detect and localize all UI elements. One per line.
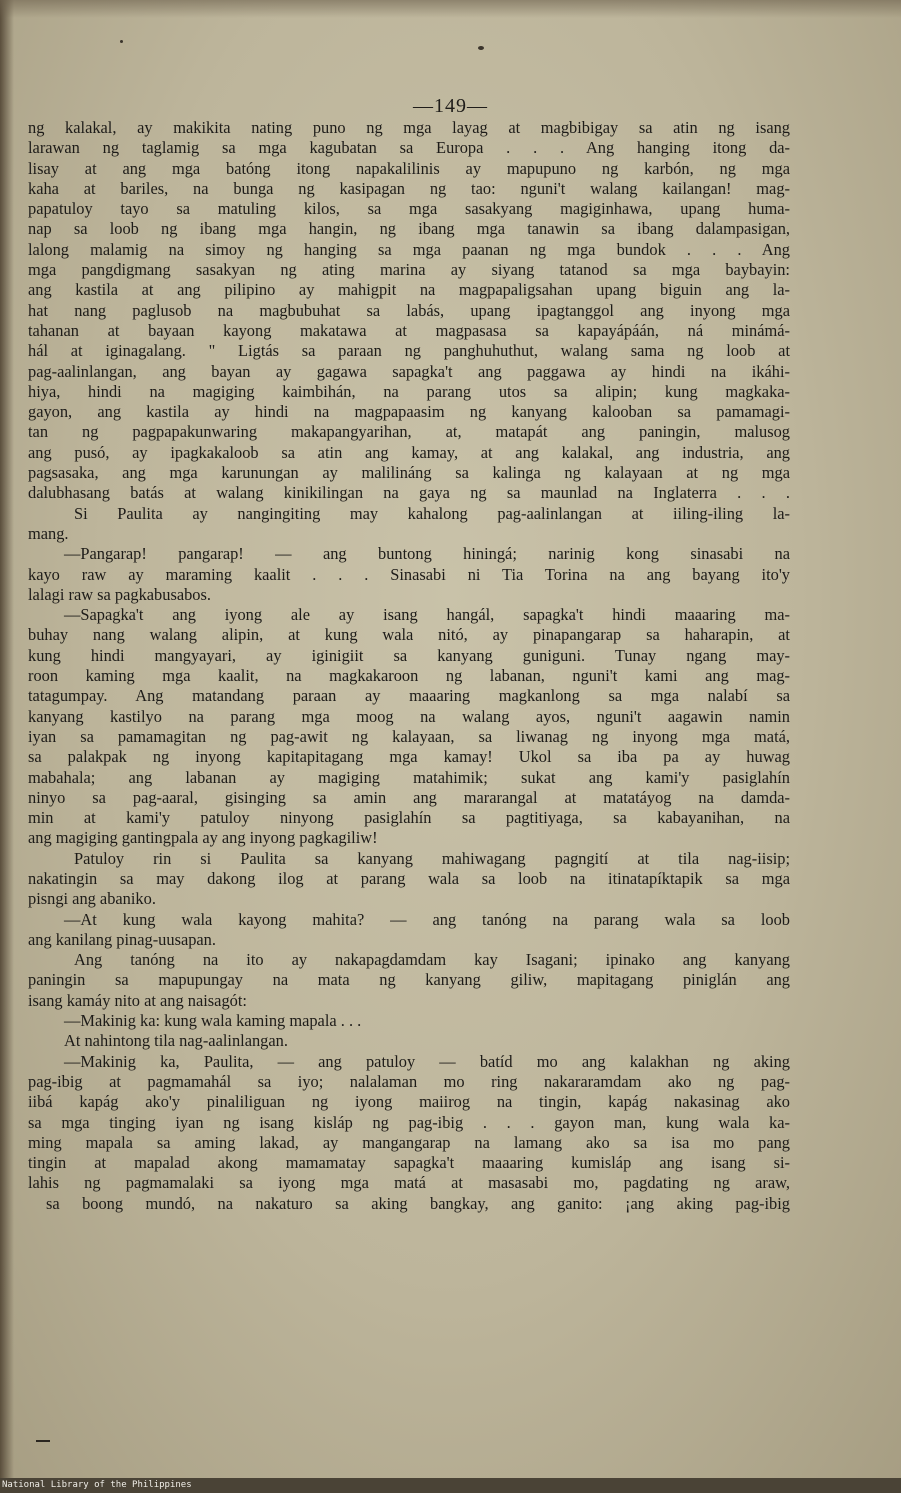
text-line: larawan ng taglamig sa mga kagubatan sa Europa . . . Ang hanging itong da- (28, 138, 790, 158)
text-line: isang kamáy nito at ang naisagót: (28, 990, 247, 1010)
text-line: Patuloy rin si Paulita sa kanyang mahiwagang pagngití at tila nag-iisip; (74, 848, 790, 868)
text-line: ang pusó, ay ipagkakaloob sa atin ang kamay, at ang kalakal, ang industria, ang (28, 442, 790, 462)
text-line: —Makinig ka: kung wala kaming mapala . . . (64, 1011, 362, 1031)
text-line: —Makinig ka, Paulita, — ang patuloy — batíd mo ang kalakhan ng aking (64, 1051, 790, 1071)
text-line: pagsasaka, ang mga karunungan ay malilináng sa kalinga ng kalayaan at ng mga (28, 463, 790, 483)
text-line: At nahintong tila nag-aalinlangan. (64, 1031, 288, 1051)
text-line: nakatingin sa may dakong ilog at parang wala sa loob na itinatapíktapik sa mga (28, 868, 790, 888)
text-line: lisay at ang mga batóng itong napakalilinis ay mapupuno ng karbón, ng mga (28, 158, 790, 178)
text-line: hál at iginagalang. " Ligtás sa paraan ng panghuhuthut, walang sama ng loob at (28, 341, 790, 361)
text-line: lahis ng pagmamalaki sa iyong mga matá at masasabi mo, pagdating ng araw, (28, 1173, 790, 1193)
body-text (28, 118, 798, 1214)
text-line: tan ng pagpapakunwaring makapangyarihan, at, matapát ang paningin, malusog (28, 422, 790, 442)
text-line: paningin sa mapupungay na mata ng kanyang giliw, mapitagang piniglán ang (28, 970, 790, 990)
page-shadow-top (0, 0, 901, 18)
text-line: —Sapagka't ang iyong ale ay isang hangál, sapagka't hindi maaaring ma- (64, 605, 790, 625)
stray-mark (36, 1440, 50, 1442)
text-line: tingin at mapalad akong mamamatay sapagka't maaaring kumisláp ang isang si- (28, 1153, 790, 1173)
text-line: iibá kapág ako'y pinaliliguan ng iyong maiirog na tingin, kapág nakasinag ako (28, 1092, 790, 1112)
text-line: nap sa loob ng ibang mga hangin, ng ibang mga tanawin sa ibang dalampasigan, (28, 219, 790, 239)
text-line: mabahala; ang labanan ay magiging matahimik; sukat ang kami'y pasiglahín (28, 767, 790, 787)
text-line: Ang tanóng na ito ay nakapagdamdam kay Isagani; ipinako ang kanyang (74, 950, 790, 970)
text-line: ming mapala sa aming lakad, ay mangangarap na lamang ako sa isa mo pang (28, 1132, 790, 1152)
text-line: lalong malamig na simoy ng hanging sa mga paanan ng mga bundok . . . Ang (28, 239, 790, 259)
text-line: kung hindi mangyayari, ay iginigiit sa kanyang guniguni. Tunay ngang may- (28, 645, 790, 665)
text-line: mga pangdigmang sasakyan ng ating marina ay siyang tatanod sa mga baybayin: (28, 260, 790, 280)
text-line: gayon, ang kastila ay hindi na magpapaasim ng kanyang kalooban sa pamamagi- (28, 402, 790, 422)
text-line: —At kung wala kayong mahita? — ang tanóng na parang wala sa loob (64, 909, 790, 929)
text-line: min at kami'y patuloy ninyong pasiglahín sa pagtitiyaga, sa kabayanihan, na (28, 808, 790, 828)
text-line: hiya, hindi na magiging kaimbihán, na parang utos sa alipin; kung magkaka- (28, 381, 790, 401)
text-line: buhay nang walang alipin, at kung wala nitó, ay pinapangarap sa haharapin, at (28, 625, 790, 645)
ink-speck (120, 40, 123, 43)
ink-speck (478, 46, 484, 50)
text-line: roon kaming mga kaalit, na magkakaroon ng labanan, nguni't kami ang mag- (28, 666, 790, 686)
text-line: tahanan at bayaan kayong makatawa at magpasasa sa kapayápáán, ná minámá- (28, 320, 790, 340)
text-line: —Pangarap! pangarap! — ang buntong hiningá; narinig kong sinasabi na (64, 544, 790, 564)
text-line: sa palakpak ng inyong kapitapitagang mga kamay! Ukol sa iba pa ay huwag (28, 747, 790, 767)
page-number: —149— (413, 95, 488, 117)
text-line: ang magiging gantingpala ay ang inyong pagkagiliw! (28, 828, 378, 848)
text-line: pag-ibig at pagmamahál sa iyo; nalalaman mo ring nakararamdam ako ng pag- (28, 1071, 790, 1091)
text-line: sa boong mundó, na nakaturo sa aking bangkay, ang ganito: ¡ang aking pag-ibig (46, 1193, 790, 1213)
text-line: ng kalakal, ay makikita nating puno ng mga layag at magbibigay sa atin ng isang (28, 118, 790, 137)
text-line: kanyang kastilyo na parang mga moog na walang ayos, nguni't aagawin namin (28, 706, 790, 726)
text-line: pisngi ang abaniko. (28, 889, 156, 909)
text-line: kaha at bariles, na bunga ng kasipagan ng tao: nguni't walang kailangan! mag- (28, 178, 790, 198)
text-line: pag-aalinlangan, ang bayan ay gagawa sapagka't ang paggawa ay hindi na ikáhi- (28, 361, 790, 381)
text-line: iyan sa pamamagitan ng pag-awit ng kalayaan, sa liwanag ng inyong mga matá, (28, 726, 790, 746)
text-line: sa mga tinging iyan ng isang kisláp ng pag-ibig . . . gayon man, kung wala ka- (28, 1112, 790, 1132)
text-line: ang kanilang pinag-uusapan. (28, 929, 216, 949)
text-line: dalubhasang batás at walang kinikilingan na gaya ng sa maunlad na Inglaterra . . . (28, 483, 790, 503)
text-line: Si Paulita ay nangingiting may kahalong pag-aalinlangan at iiling-iling la- (74, 503, 790, 523)
text-line: lalagi raw sa pagkabusabos. (28, 584, 211, 604)
text-line: kayo raw ay maraming kaalit . . . Sinasabi ni Tia Torina na ang bayang ito'y (28, 564, 790, 584)
footer-credit: National Library of the Philippines (2, 1480, 192, 1490)
text-line: ninyo sa pag-aaral, gisinging sa amin ang mararangal at matatáyog na damda- (28, 787, 790, 807)
text-line: hat nang paglusob na magbubuhat sa labás, upang ipagtanggol ang inyong mga (28, 300, 790, 320)
page-shadow-left (0, 0, 14, 1478)
text-line: ang kastila at ang pilipino ay mahigpit na magpapaligsahan upang biguin ang la- (28, 280, 790, 300)
text-line: tatagumpay. Ang matandang paraan ay maaaring magkanlong sa mga nalabí sa (28, 686, 790, 706)
text-line: mang. (28, 523, 69, 543)
text-line: papatuloy tayo sa matuling kilos, sa mga sasakyang magiginhawa, upang huma- (28, 199, 790, 219)
